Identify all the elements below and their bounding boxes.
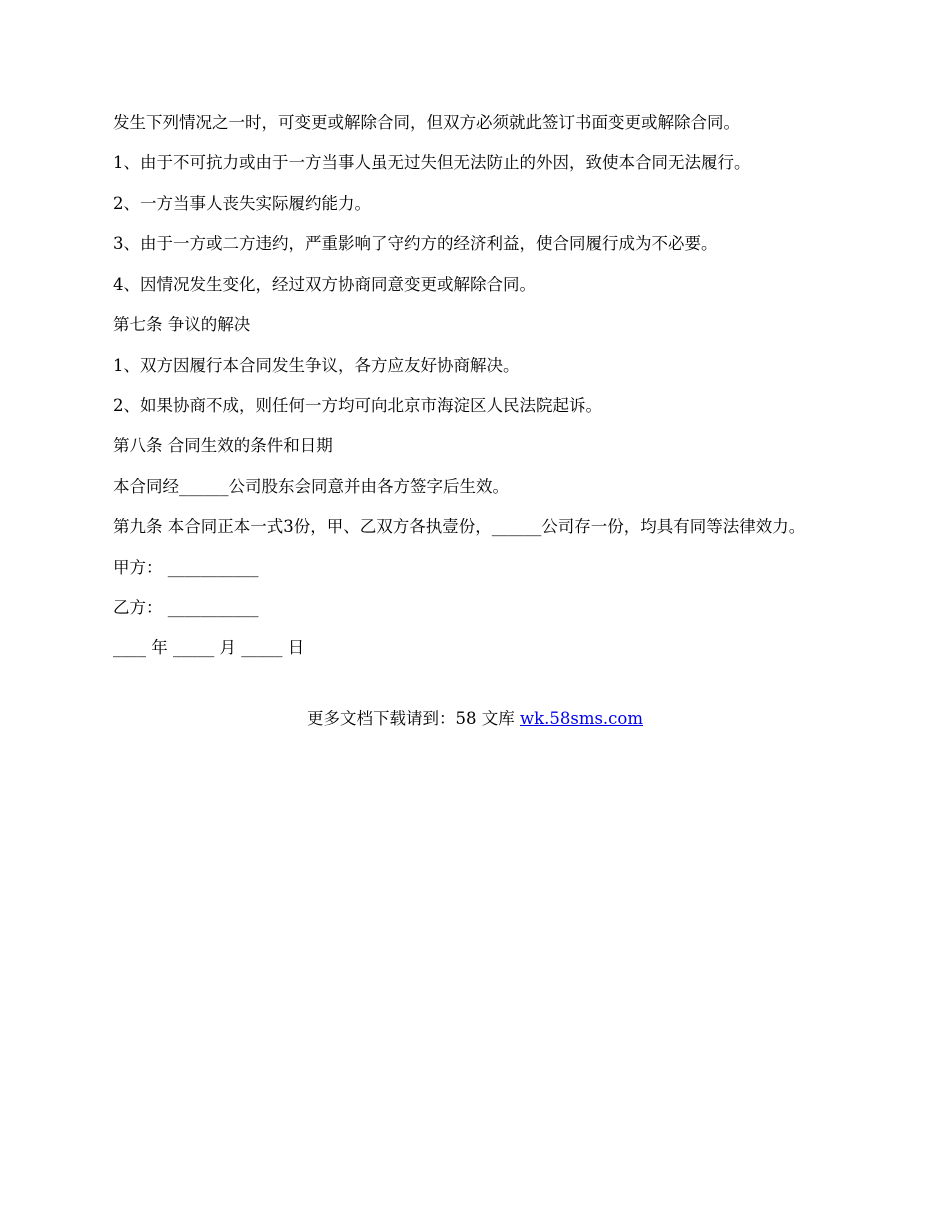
document-body bbox=[113, 111, 837, 677]
paragraph-effective-conditions: 本合同经______公司股东会同意并由各方签字后生效。 bbox=[113, 476, 509, 496]
footer bbox=[0, 707, 950, 730]
paragraph-dispute-1: 1、双方因履行本合同发生争议，各方应友好协商解决。 bbox=[113, 355, 520, 375]
paragraph-item-3: 3、由于一方或二方违约，严重影响了守约方的经济利益，使合同履行成为不必要。 bbox=[113, 234, 718, 254]
paragraph-change-conditions: 发生下列情况之一时，可变更或解除合同，但双方必须就此签订书面变更或解除合同。 bbox=[113, 113, 740, 132]
section-heading-article-8: 第八条 合同生效的条件和日期 bbox=[113, 436, 333, 456]
paragraph-dispute-2: 2、如果协商不成，则任何一方均可向北京市海淀区人民法院起诉。 bbox=[113, 395, 602, 415]
signature-date: ____ 年 _____ 月 _____ 日 bbox=[113, 638, 305, 658]
paragraph-article-9: 第九条 本合同正本一式3份，甲、乙双方各执壹份，______公司存一份，均具有同等法律效力。 bbox=[113, 517, 806, 537]
paragraph-item-2: 2、一方当事人丧失实际履约能力。 bbox=[113, 193, 371, 213]
paragraph-item-1: 1、由于不可抗力或由于一方当事人虽无过失但无法防止的外因，致使本合同无法履行。 bbox=[113, 153, 751, 173]
paragraph-item-4: 4、因情况发生变化，经过双方协商同意变更或解除合同。 bbox=[113, 274, 536, 294]
signature-party-b: 乙方： ___________ bbox=[113, 598, 259, 618]
footer-link[interactable]: wk.58sms.com bbox=[519, 709, 643, 728]
footer-prefix: 更多文档下载请到：58 文库 bbox=[306, 709, 520, 728]
signature-party-a: 甲方： ___________ bbox=[113, 557, 259, 577]
section-heading-article-7: 第七条 争议的解决 bbox=[113, 315, 251, 335]
